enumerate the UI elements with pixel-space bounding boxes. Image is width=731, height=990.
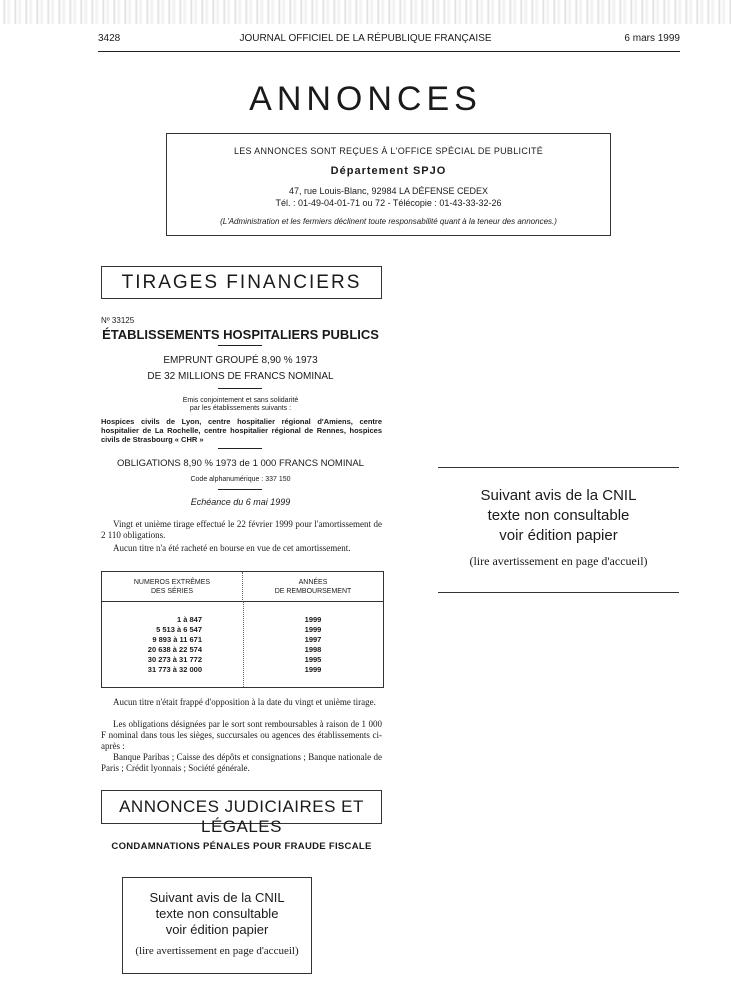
emitted-line2: par les établissements suivants : (189, 405, 292, 412)
cnil-note: (lire avertissement en page d'accueil) (135, 945, 299, 957)
department-address: 47, rue Louis-Blanc, 92984 LA DÉFENSE CEDEX (288, 186, 489, 196)
series-range: 1 à 847 (176, 615, 202, 624)
column-header: NUMEROS EXTRÊMES (133, 579, 211, 586)
cnil-line1: Suivant avis de la CNIL (149, 890, 285, 905)
column-header: ANNÉES (298, 579, 328, 586)
paragraph-remboursement: Les obligations désignées par le sort sont remboursables à raison de 1 000 F nominal dans tous les sièges, succursales ou agences des établissements ci-après : (101, 719, 382, 751)
page-date: 6 mars 1999 (624, 33, 680, 44)
cnil-line3: voir édition papier (499, 527, 618, 544)
table-row (102, 625, 383, 635)
divider (218, 388, 262, 389)
cnil-line3: voir édition papier (165, 922, 269, 937)
journal-name: JOURNAL OFFICIEL DE LA RÉPUBLIQUE FRANÇAISE (239, 33, 492, 44)
redemption-year: 1999 (304, 665, 322, 674)
issuer-heading: ÉTABLISSEMENTS HOSPITALIERS PUBLICS (102, 327, 379, 342)
redemption-table (101, 571, 384, 688)
section-title-judiciaires: ANNONCES JUDICIAIRES ET LÉGALES (119, 797, 364, 836)
paragraph-tirage: Vingt et unième tirage effectué le 22 février 1999 pour l'amortissement de 2 110 obligations. (101, 519, 382, 540)
echeance: Echéance du 6 mai 1999 (190, 497, 291, 507)
table-body (102, 615, 383, 675)
table-header-series (102, 572, 243, 602)
table-row (102, 655, 383, 665)
cnil-notice-right (438, 467, 679, 593)
divider (218, 448, 262, 449)
obligations-title: OBLIGATIONS 8,90 % 1973 de 1 000 FRANCS NOMINAL (117, 458, 364, 469)
redemption-year: 1998 (304, 645, 322, 654)
series-range: 31 773 à 32 000 (147, 665, 202, 674)
department-phones: Tél. : 01-49-04-01-71 ou 72 - Télécopie : 01-43-33-32-26 (275, 198, 502, 208)
cnil-notice-bottom (122, 877, 312, 974)
paragraph-rachat: Aucun titre n'a été racheté en bourse en vue de cet amortissement. (113, 543, 351, 553)
table-row (102, 665, 383, 675)
table-row (102, 615, 383, 625)
emitted-line1: Emis conjointement et sans solidarité (182, 397, 299, 404)
section-subheading: CONDAMNATIONS PÉNALES POUR FRAUDE FISCALE (111, 841, 372, 852)
announce-intro: LES ANNONCES SONT REÇUES À L'OFFICE SPÉCIAL DE PUBLICITÉ (233, 146, 544, 156)
loan-title-line2: DE 32 MILLIONS DE FRANCS NOMINAL (147, 371, 334, 382)
divider (218, 345, 262, 346)
series-range: 5 513 à 6 547 (156, 625, 202, 634)
divider (218, 489, 262, 490)
scan-noise (0, 0, 731, 24)
redemption-year: 1997 (304, 635, 322, 644)
disclaimer: (L'Administration et les fermiers déclinent toute responsabilité quant à la teneur des annonces.) (220, 217, 557, 226)
page-title: ANNONCES (249, 80, 482, 118)
cnil-line1: Suivant avis de la CNIL (480, 487, 637, 504)
announce-number: Nº 33125 (101, 316, 135, 325)
column-header: DE REMBOURSEMENT (274, 588, 352, 595)
code-alphanumerique: Code alphanumérique : 337 150 (190, 476, 291, 483)
section-title-box (101, 790, 382, 836)
cnil-note: (lire avertissement en page d'accueil) (469, 554, 648, 568)
series-range: 20 638 à 22 574 (147, 645, 202, 654)
page-number: 3428 (98, 33, 121, 44)
redemption-year: 1999 (304, 625, 322, 634)
paragraph-opposition: Aucun titre n'était frappé d'opposition à la date du vingt et unième tirage. (113, 697, 376, 707)
cnil-line2: texte non consultable (155, 906, 279, 921)
redemption-year: 1995 (304, 655, 322, 664)
department-name: Département SPJO (330, 165, 447, 177)
table-row (102, 645, 383, 655)
section-title-tirages: TIRAGES FINANCIERS (121, 272, 362, 293)
paragraph-banques: Banque Paribas ; Caisse des dépôts et consignations ; Banque nationale de Paris ; Crédit lyonnais ; Société générale. (101, 752, 382, 773)
hospitals-list: Hospices civils de Lyon, centre hospitalier régional d'Amiens, centre hospitalier de La Rochelle, centre hospitalier régional de Rennes, hospices civils de Strasbourg « CHR » (101, 417, 382, 444)
series-range: 30 273 à 31 772 (147, 655, 202, 664)
column-header: DES SÉRIES (150, 588, 193, 595)
loan-title-line1: EMPRUNT GROUPÉ 8,90 % 1973 (163, 355, 318, 366)
cnil-line2: texte non consultable (487, 507, 630, 524)
header-rule (98, 51, 680, 52)
redemption-year: 1999 (304, 615, 322, 624)
table-header-years (243, 572, 383, 602)
announce-info-box (166, 133, 611, 236)
table-row (102, 635, 383, 645)
series-range: 9 893 à 11 671 (152, 635, 202, 644)
section-title-box (101, 266, 382, 299)
